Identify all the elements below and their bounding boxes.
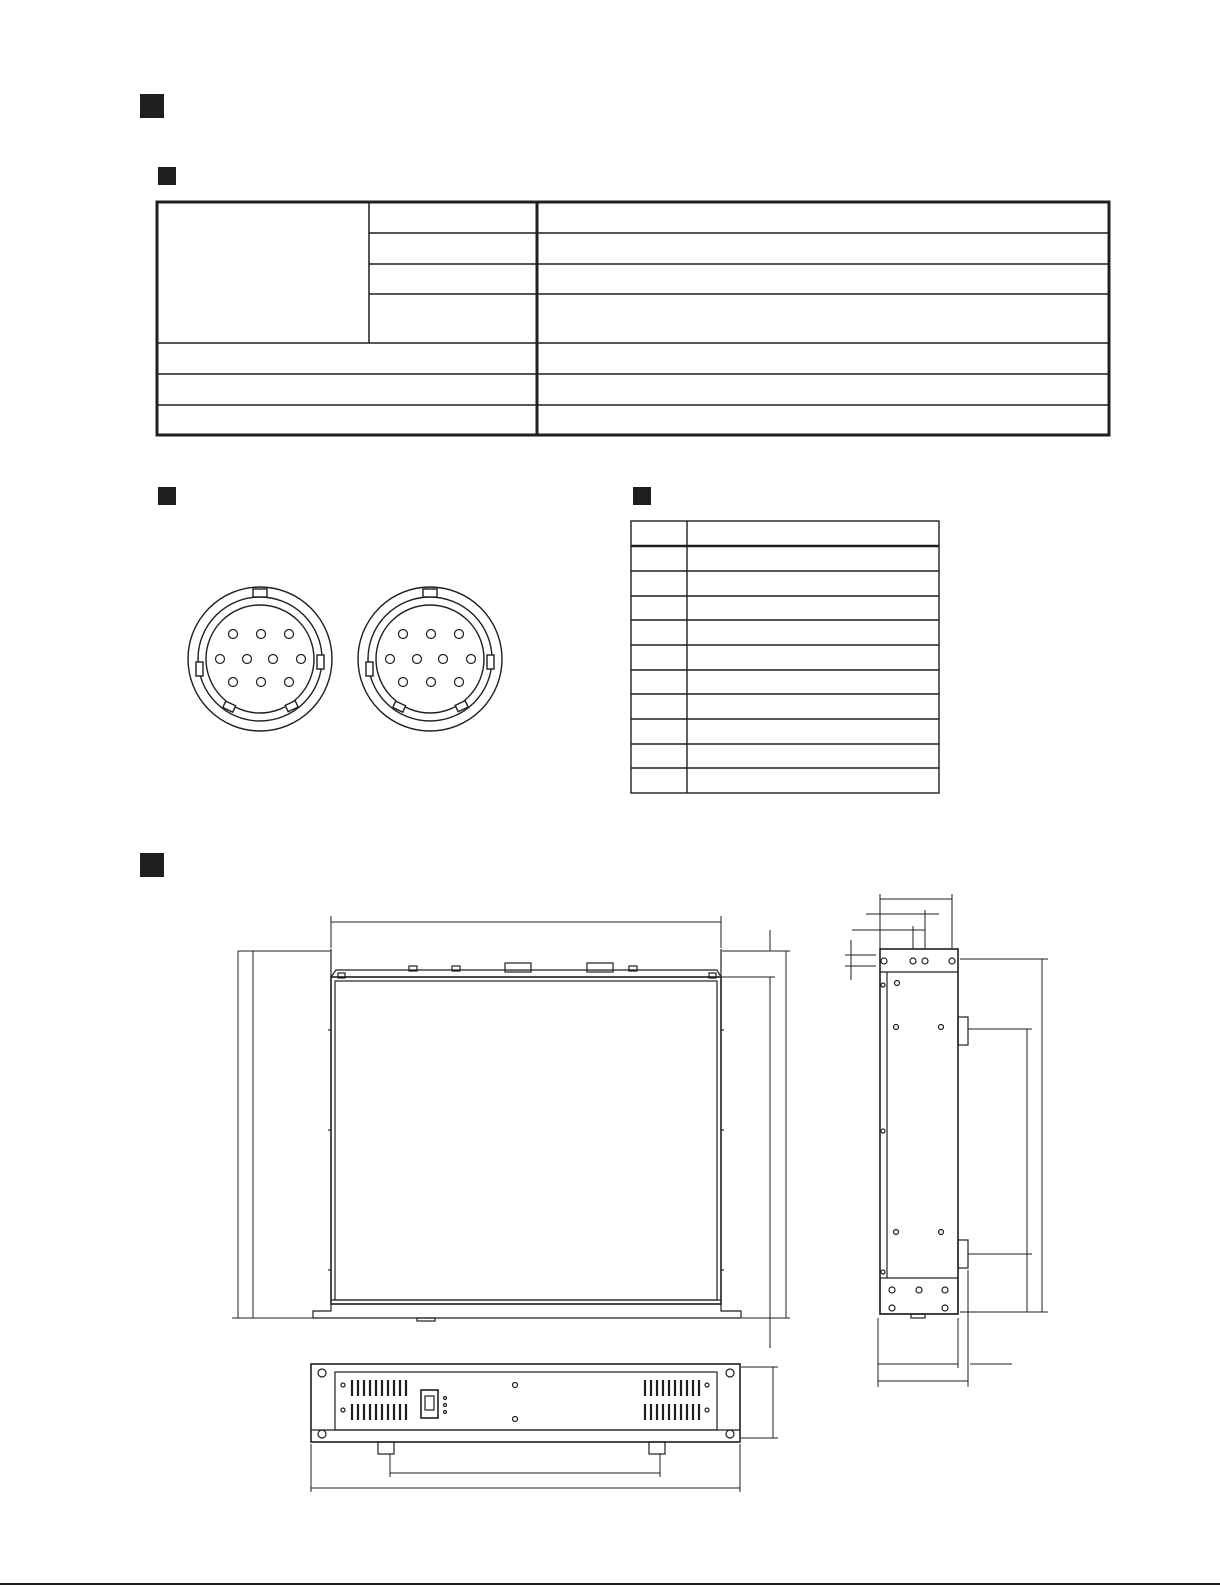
side-view-dimensions bbox=[845, 894, 1048, 1387]
page-bottom-rule bbox=[0, 1583, 1220, 1585]
side-view bbox=[880, 949, 968, 1318]
front-view bbox=[311, 1364, 740, 1454]
top-view bbox=[313, 949, 741, 1321]
